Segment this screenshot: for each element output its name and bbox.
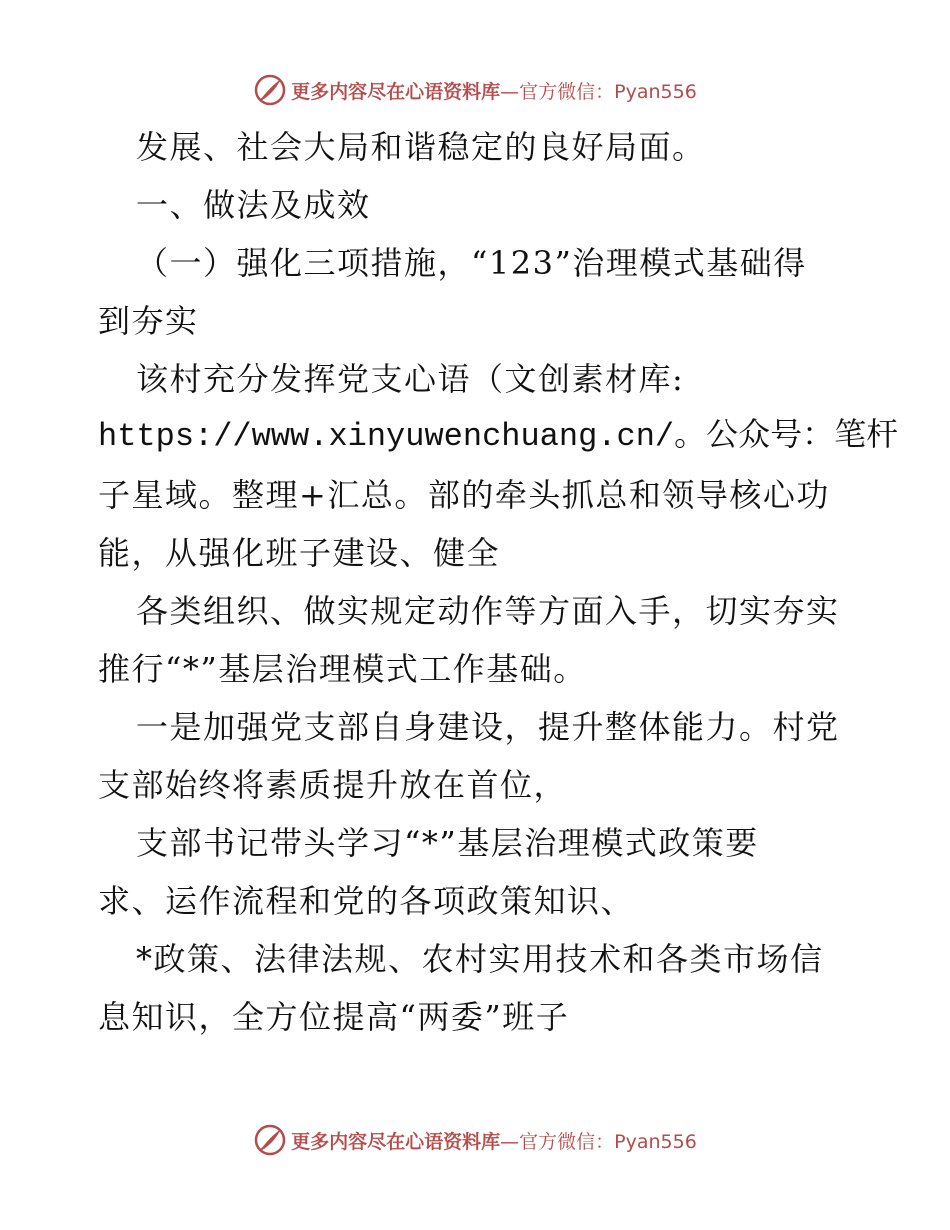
- paragraph-line: 发展、社会大局和谐稳定的良好局面。: [136, 128, 706, 166]
- subsection-heading-continued: 到夯实: [98, 302, 199, 340]
- header-banner: [0, 70, 950, 110]
- paragraph-line: 一是加强党支部自身建设，提升整体能力。村党: [136, 708, 840, 746]
- banner-sub-text: —官方微信：Pyan556: [500, 1130, 697, 1153]
- paragraph-line: 子星域。整理+汇总。部的牵头抓总和领导核心功: [98, 476, 830, 514]
- paragraph-line: 各类组织、做实规定动作等方面入手，切实夯实: [136, 592, 840, 630]
- paragraph-line: *政策、法律法规、农村实用技术和各类市场信: [136, 940, 824, 978]
- paragraph-line-url: https://www.xinyuwenchuang.cn/。公众号：笔杆: [98, 418, 899, 455]
- footer-banner: [0, 1120, 950, 1160]
- banner-main-text: 更多内容尽在心语资料库: [291, 80, 501, 103]
- paragraph-line: 推行“*”基层治理模式工作基础。: [98, 650, 587, 688]
- banner-sub-text: —官方微信：Pyan556: [500, 80, 697, 103]
- paragraph-line: 支部始终将素质提升放在首位，: [98, 766, 568, 804]
- subsection-heading: （一）强化三项措施，“123”治理模式基础得: [136, 244, 807, 282]
- paragraph-line: 息知识，全方位提高“两委”班子: [98, 998, 570, 1036]
- quill-logo-icon: [253, 1123, 287, 1157]
- banner-main-text: 更多内容尽在心语资料库: [291, 1130, 501, 1153]
- document-body: [98, 118, 899, 1046]
- paragraph-line: 该村充分发挥党支心语（文创素材库:: [136, 360, 685, 398]
- paragraph-line: 支部书记带头学习“*”基层治理模式政策要: [136, 824, 759, 862]
- quill-logo-icon: [253, 73, 287, 107]
- paragraph-line: 能，从强化班子建设、健全: [98, 534, 501, 572]
- section-heading: 一、做法及成效: [136, 186, 371, 224]
- paragraph-line: 求、运作流程和党的各项政策知识、: [98, 882, 635, 920]
